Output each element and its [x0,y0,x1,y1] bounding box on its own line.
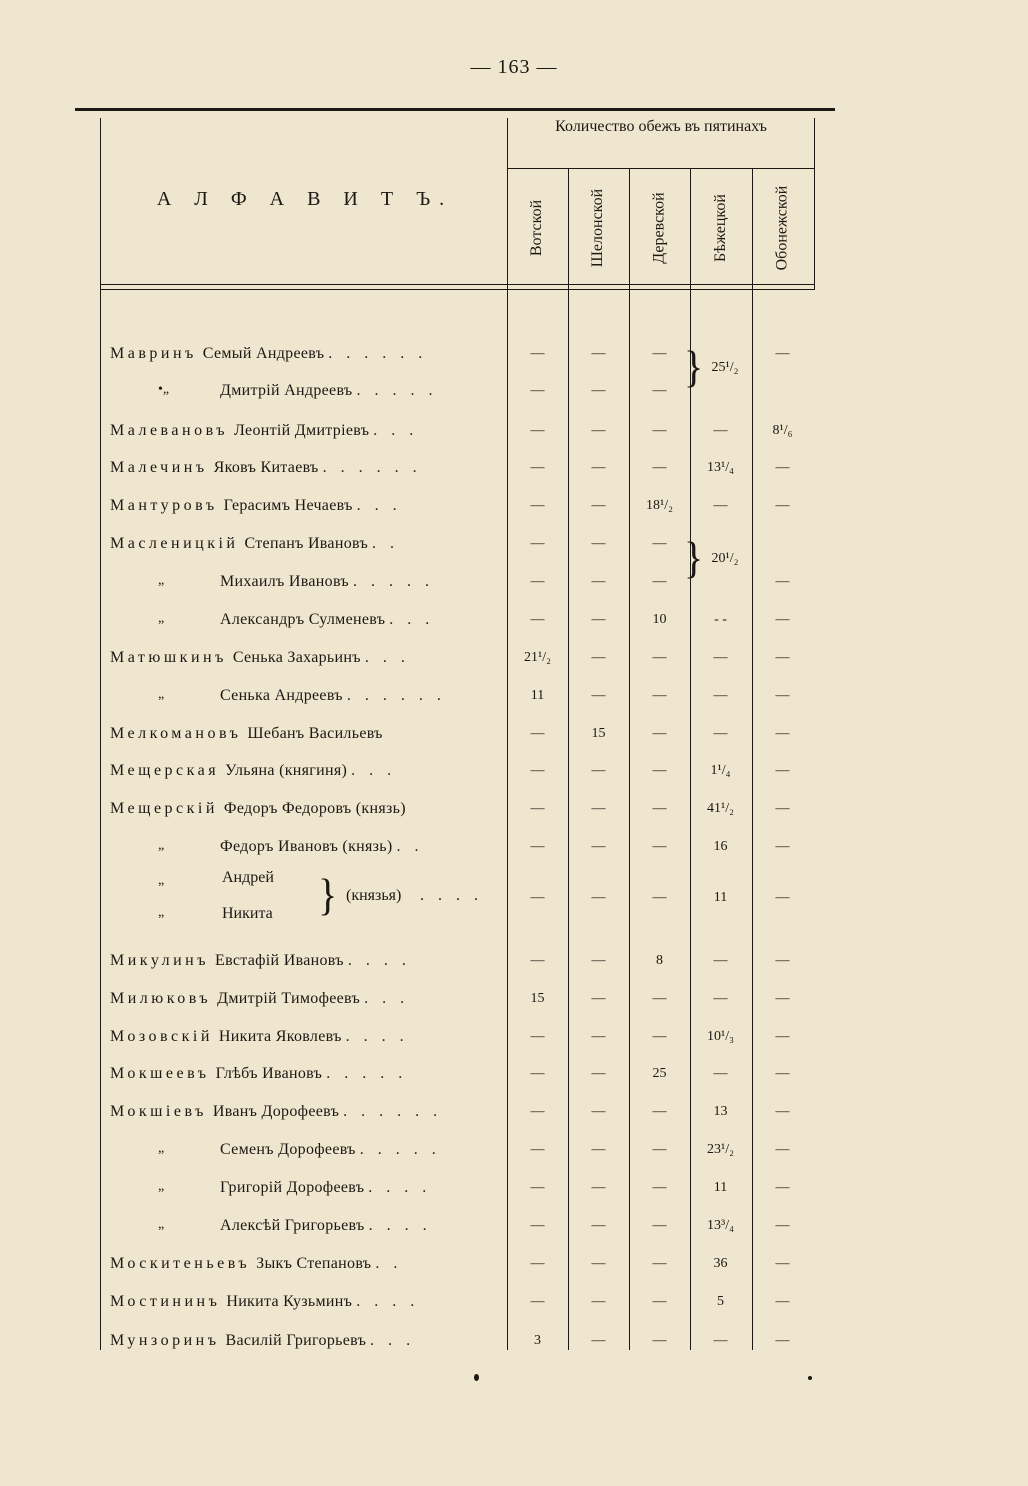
ditto-mark: „ [158,573,165,588]
given-name: Леонтій Дмитріевъ [234,422,370,439]
obzh-value-cell: — [591,1142,606,1157]
table-row [0,790,1028,828]
obzh-value-cell: 10¹/₃ [707,1029,734,1044]
table-row [0,828,1028,866]
obzh-value-cell: — [530,1256,545,1271]
table-row [0,1245,1028,1283]
given-name: Сенька Захарьинъ [232,649,361,666]
obzh-value-cell: 15 [530,991,545,1006]
page-number: — 163 — [470,56,558,78]
table-row [0,1131,1028,1169]
table-row [0,1055,1028,1093]
person-name [110,645,492,671]
obzh-value-cell: — [713,1333,728,1348]
surname: Мокшеевъ [110,1065,210,1082]
obzh-value-cell: 18¹/₂ [646,498,673,513]
obzh-value-cell: — [775,498,790,513]
given-name: Дмитрій Тимофеевъ [217,990,361,1007]
obzh-value-cell: — [652,1333,667,1348]
leader-dots: . . . . . . [346,687,446,704]
obzh-value-cell: — [591,801,606,816]
obzh-value-cell: 23¹/₂ [707,1142,734,1157]
obzh-value-cell: — [652,423,667,438]
obzh-value-cell: — [591,991,606,1006]
obzh-value-cell [752,531,813,557]
given-name: Никита Кузьминъ [226,1293,353,1310]
column-header [629,174,690,282]
ink-speck [808,1376,812,1380]
obzh-value-cell: — [713,423,728,438]
given-name: Сенька Андреевъ [220,687,343,704]
person-name [110,1289,492,1315]
obzh-value-cell: — [775,612,790,627]
leader-dots: . . . . . . [322,459,422,476]
obzh-value-cell: — [713,650,728,665]
given-name: Никита [222,905,273,922]
column-header [690,174,751,282]
obzh-value-cell: — [713,1066,728,1081]
obzh-value-cell: — [775,1333,790,1348]
person-name [220,1213,492,1239]
obzh-value-cell: 3 [534,1333,541,1348]
obzh-value-cell: — [591,650,606,665]
table-row [0,1207,1028,1245]
obzh-value-cell: — [591,1218,606,1233]
ditto-mark: „ [158,1141,165,1156]
table-row [0,412,1028,450]
surname: Мокшіевъ [110,1103,207,1120]
table-row [0,752,1028,790]
obzh-value-cell: — [713,991,728,1006]
given-name: Григорій Дорофеевъ [220,1179,365,1196]
obzh-value-cell: — [652,1142,667,1157]
obzh-value-cell: — [530,574,545,589]
obzh-value-cell: — [591,498,606,513]
column-header-label: Бѣжецкой [711,194,729,262]
person-name [110,341,492,367]
obzh-value-cell: — [591,1029,606,1044]
obzh-value-cell: — [591,383,606,398]
leader-dots: . . . . [420,887,483,904]
surname: Мещерскій [110,800,218,817]
obzh-value-cell: 16 [713,839,728,854]
column-header [568,174,629,282]
obzh-value-cell: — [591,953,606,968]
given-name: Глѣбъ Ивановъ [215,1065,323,1082]
obzh-value-cell: 21¹/₂ [524,650,551,665]
obzh-value-cell: — [591,688,606,703]
obzh-value-cell: — [591,346,606,361]
obzh-value-cell: — [652,801,667,816]
person-name [110,418,492,444]
table-row [0,1322,1028,1360]
surname: Микулинъ [110,952,210,969]
obzh-value-cell: — [652,1104,667,1119]
leader-dots: . . . [373,422,419,439]
table-row [0,449,1028,487]
obzh-value-cell: — [591,460,606,475]
table-border-right [814,118,815,290]
obzh-value-cell: — [530,1029,545,1044]
table-row [0,677,1028,715]
obzh-value-cell: — [591,1180,606,1195]
obzh-value-cell: — [652,890,667,905]
obzh-value-cell: - - [714,612,727,627]
given-name: Яковъ Китаевъ [213,459,319,476]
obzh-value-cell: — [591,1104,606,1119]
given-name: Иванъ Дорофеевъ [212,1103,340,1120]
ditto-mark: „ [158,905,165,920]
given-name: Семенъ Дорофеевъ [220,1141,356,1158]
obzh-value-cell: — [530,953,545,968]
obzh-value-cell: — [713,498,728,513]
table-row [0,1283,1028,1321]
obzh-value-cell: — [775,953,790,968]
obzh-value-cell: — [775,1142,790,1157]
column-header-label: Шелонской [589,188,607,268]
obzh-value-cell: — [530,1218,545,1233]
obzh-value-cell: — [652,460,667,475]
brace-icon: } [684,341,704,392]
person-name [220,683,492,709]
given-name: Евстафій Ивановъ [215,952,344,969]
person-name [110,531,492,557]
group-header-underline [507,168,814,169]
obzh-value-cell: — [530,1066,545,1081]
surname: Матюшкинъ [110,649,227,666]
given-name: Зыкъ Степановъ [256,1255,372,1272]
leader-dots: . . . . [368,1179,432,1196]
leader-dots: . . [396,838,424,855]
leader-dots: . . . . . [353,573,434,590]
header-rule-1 [100,284,814,285]
obzh-value-cell: — [530,763,545,778]
leader-dots: . . . . [368,1217,432,1234]
leader-dots: . . . [389,611,435,628]
obzh-value-cell: — [652,1218,667,1233]
leader-dots: . . . [364,990,410,1007]
obzh-value-cell: 8¹/₆ [772,423,793,438]
table-row [0,487,1028,525]
obzh-value-cell: — [530,726,545,741]
obzh-value-cell: — [713,726,728,741]
person-name [110,493,492,519]
ditto-mark: •„ [158,382,170,397]
leader-dots: . . [372,535,400,552]
person-name [110,1251,492,1277]
person-name [110,1328,492,1354]
ditto-mark: „ [158,873,165,888]
leader-dots: . . . [356,497,402,514]
given-name: Федоръ Ивановъ (князь) [220,838,393,855]
obzh-value-cell: 15 [591,726,606,741]
given-name: Андрей [222,869,274,886]
given-name: Дмитрій Андреевъ [220,382,353,399]
given-name: Степанъ Ивановъ [244,535,369,552]
obzh-value-cell: 1¹/₄ [710,763,731,778]
given-name: (князья) [346,887,402,904]
obzh-value-cell: — [530,346,545,361]
obzh-value-cell: — [591,423,606,438]
surname: Мещерская [110,762,220,779]
obzh-value-cell: — [775,688,790,703]
person-name [110,1099,492,1125]
table-row [0,639,1028,677]
obzh-value-cell: 5 [717,1294,724,1309]
ink-speck [474,1374,479,1381]
obzh-value-cell: — [775,650,790,665]
obzh-value-cell: 36 [713,1256,728,1271]
table-row [0,942,1028,980]
obzh-value-cell: — [775,1066,790,1081]
obzh-value-cell: — [775,839,790,854]
given-name: Алексѣй Григорьевъ [220,1217,365,1234]
obzh-value-cell: — [591,763,606,778]
surname: Малечинъ [110,459,208,476]
leader-dots: . . . . [356,1293,420,1310]
obzh-value-cell: — [775,574,790,589]
leader-dots: . . . . [347,952,411,969]
bracketed-obzh-value: 20¹/₂ [711,551,739,566]
surname: Малевановъ [110,422,228,439]
obzh-value-cell: — [652,1180,667,1195]
obzh-value-cell: — [652,839,667,854]
obzh-value-cell: — [591,612,606,627]
obzh-value-cell: — [530,890,545,905]
leader-dots: . . . [351,762,397,779]
obzh-value-cell: 13 [713,1104,728,1119]
surname: Милюковъ [110,990,212,1007]
table-row [0,525,1028,563]
obzh-value-cell: — [591,1256,606,1271]
obzh-value-cell: — [652,574,667,589]
column-header-label: Вотской [528,199,546,257]
obzh-value-cell: — [775,763,790,778]
table-row [0,601,1028,639]
leader-dots: . . . . [345,1028,409,1045]
obzh-value-cell: — [652,1256,667,1271]
obzh-value-cell: — [530,1180,545,1195]
obzh-value-cell: — [530,1294,545,1309]
leader-dots: . . [375,1255,403,1272]
table-row [0,563,1028,601]
leader-dots: . . . . . [356,382,438,399]
obzh-value-cell: — [530,1142,545,1157]
obzh-value-cell: — [591,890,606,905]
person-name [110,948,492,974]
bracketed-obzh-value: 25¹/₂ [711,360,739,375]
obzh-value-cell [752,378,813,404]
table-row [0,372,1028,410]
obzh-value-cell: — [775,801,790,816]
table-row [0,1093,1028,1131]
column-header-label: Обонежской [773,185,791,271]
given-name: Михаилъ Ивановъ [220,573,349,590]
person-name [220,569,492,595]
table-row [0,1018,1028,1056]
table-row [0,715,1028,753]
surname: Москитеньевъ [110,1255,251,1272]
surname: Мостининъ [110,1293,221,1310]
obzh-value-cell: 13³/₄ [707,1218,734,1233]
alphabet-header: А Л Ф А В И Т Ъ. [156,188,454,210]
leader-dots: . . . . . [359,1141,441,1158]
obzh-value-cell: — [775,890,790,905]
person-name [220,378,492,404]
obzh-value-cell: — [652,726,667,741]
obzh-value-cell: — [652,688,667,703]
brace-icon: } [684,532,704,583]
column-header [752,174,813,282]
column-header-label: Деревской [650,192,668,264]
person-name [110,1061,492,1087]
table-row-princes [0,865,1028,933]
obzh-value-cell: 13¹/₄ [707,460,734,475]
obzh-value-cell: — [652,536,667,551]
person-name [110,721,492,747]
obzh-value-cell: — [591,1294,606,1309]
surname: Мозовскій [110,1028,213,1045]
leader-dots: . . . [364,649,410,666]
obzh-value-cell: — [652,650,667,665]
obzh-value-cell: — [652,383,667,398]
obzh-value-cell: — [775,726,790,741]
table-row [0,980,1028,1018]
given-name: Федоръ Федоровъ (князь) [223,800,406,817]
obzh-value-cell: — [775,1256,790,1271]
obzh-value-cell: — [591,574,606,589]
given-name: Семый Андреевъ [202,345,325,362]
obzh-value-cell: — [775,1104,790,1119]
obzh-value-cell: 8 [656,953,663,968]
person-name [220,834,492,860]
obzh-value-cell: — [530,536,545,551]
person-name [110,758,492,784]
given-name: Ульяна (княгиня) [225,762,348,779]
ditto-mark: „ [158,1217,165,1232]
person-name [110,1024,492,1050]
table-row [0,335,1028,373]
leader-dots: . . . . . . [343,1103,443,1120]
given-name: Шебанъ Васильевъ [247,725,383,742]
obzh-value-cell: — [775,460,790,475]
obzh-value-cell: — [530,612,545,627]
obzh-value-cell: — [591,1333,606,1348]
person-name [110,986,492,1012]
leader-dots: . . . . . . [328,345,428,362]
surname: Мавринъ [110,345,197,362]
obzh-value-cell: 11 [713,890,728,905]
obzh-value-cell: 25 [652,1066,667,1081]
surname: Мелкомановъ [110,725,242,742]
obzh-value-cell: — [530,423,545,438]
obzh-value-cell: — [775,1218,790,1233]
obzh-value-cell: — [530,460,545,475]
obzh-value-cell: — [530,839,545,854]
given-name: Василій Григорьевъ [225,1332,367,1349]
table-row [0,1169,1028,1207]
obzh-value-cell: — [775,1180,790,1195]
surname: Мунзоринъ [110,1332,220,1349]
person-name [220,607,492,633]
obzh-value-cell: — [652,763,667,778]
given-name: Никита Яковлевъ [218,1028,342,1045]
leader-dots: . . . . . [326,1065,408,1082]
obzh-value-cell: — [713,953,728,968]
obzh-value-cell: — [652,346,667,361]
person-name [110,796,492,822]
given-name: Александръ Сулменевъ [220,611,386,628]
obzh-value-cell: — [530,383,545,398]
ditto-mark: „ [158,838,165,853]
obzh-value-cell: — [530,801,545,816]
obzh-value-cell: 10 [652,612,667,627]
person-name [110,455,492,481]
obzh-value-cell: — [713,688,728,703]
obzh-value-cell: — [652,991,667,1006]
obzh-value-cell: 41¹/₂ [707,801,734,816]
obzh-value-cell: — [775,1029,790,1044]
column-header [507,174,568,282]
obzh-value-cell: — [775,346,790,361]
obzh-value-cell: — [652,1029,667,1044]
person-name [220,1175,492,1201]
given-name: Герасимъ Нечаевъ [223,497,353,514]
obzh-value-cell: — [591,1066,606,1081]
top-rule [75,108,835,111]
surname: Мантуровъ [110,497,218,514]
obzh-value-cell: — [591,839,606,854]
header-rule-2 [100,289,814,290]
obzh-count-header: Количество обежъ въ пятинахъ [555,118,767,135]
surname: Масленицкій [110,535,239,552]
obzh-value-cell: — [775,991,790,1006]
obzh-value-cell: — [591,536,606,551]
obzh-value-cell: 11 [713,1180,728,1195]
obzh-value-cell: 11 [530,688,545,703]
obzh-value-cell: — [775,1294,790,1309]
ditto-mark: „ [158,1179,165,1194]
ditto-mark: „ [158,611,165,626]
obzh-value-cell: — [530,1104,545,1119]
brace-icon: } [318,869,338,920]
obzh-value-cell: — [530,498,545,513]
obzh-value-cell: — [652,1294,667,1309]
leader-dots: . . . [370,1332,416,1349]
ditto-mark: „ [158,687,165,702]
person-name [220,1137,492,1163]
